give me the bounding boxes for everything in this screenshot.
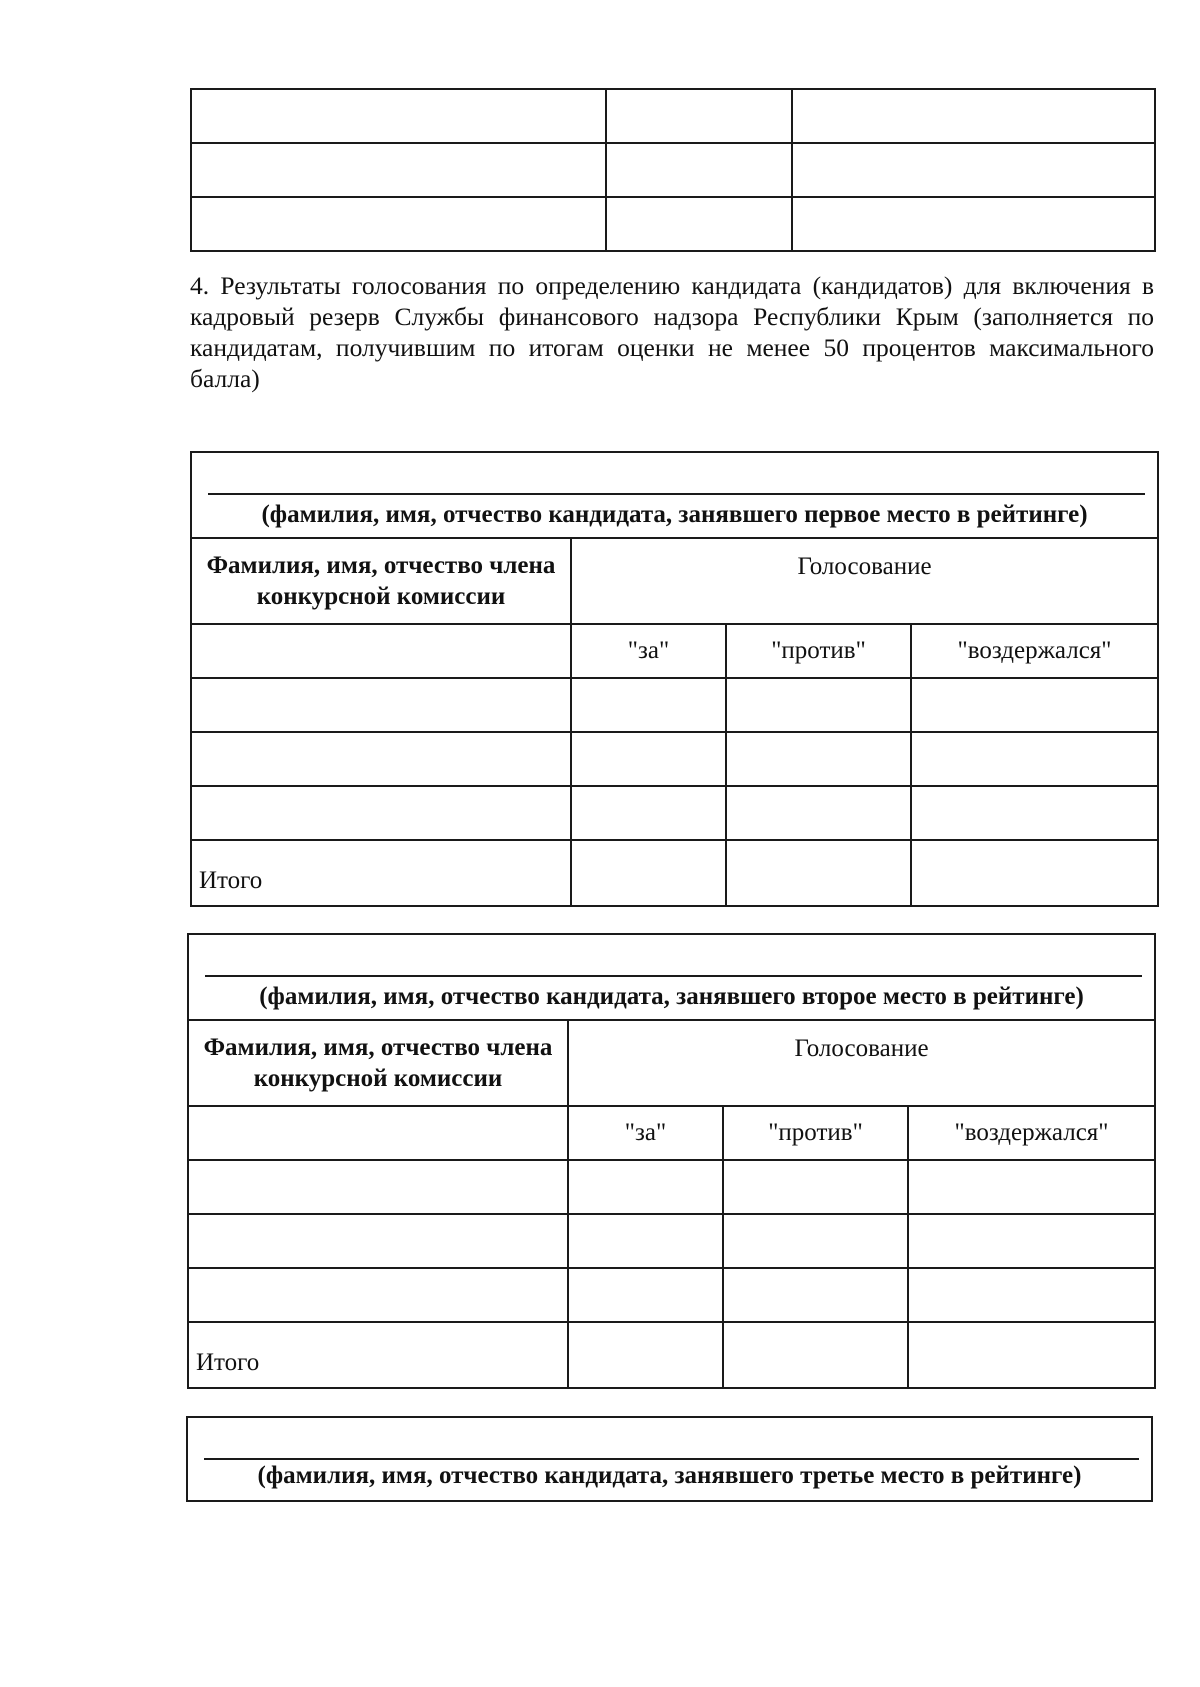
member-header: Фамилия, имя, отчество члена конкурсной комиссии [191,538,571,624]
candidate-name-line [205,975,1142,977]
member-header: Фамилия, имя, отчество члена конкурсной комиссии [188,1020,568,1106]
total-label: Итого [188,1322,568,1388]
table-row [191,678,1158,732]
header-row [191,538,1158,624]
candidate-name-line [204,1458,1139,1460]
total-label: Итого [191,840,571,906]
section-4-paragraph: 4. Результаты голосования по определению кандидата (кандидатов) для включения в кадровый резерв Службы финансового надзора Республики Крым (заполняется по кандидатам, получившим по итогам оценки не менее 50 процентов максимального балла) [190,271,1154,393]
candidate-caption: (фамилия, имя, отчество кандидата, занявшего первое место в рейтинге) [261,501,1088,528]
top-empty-table [190,88,1156,252]
candidate-row [188,934,1155,1020]
voting-table-second-place [187,933,1156,1389]
voting-header: Голосование [568,1020,1155,1106]
option-against: "против" [726,624,911,678]
table-row [191,786,1158,840]
voting-header: Голосование [571,538,1158,624]
option-abstained: "воздержался" [908,1106,1155,1160]
candidate-caption: (фамилия, имя, отчество кандидата, занявшего третье место в рейтинге) [257,1462,1082,1489]
voting-table-first-place [190,451,1159,907]
candidate-row [191,452,1158,538]
total-row [191,840,1158,906]
table-row [188,1214,1155,1268]
options-row [191,624,1158,678]
header-row [188,1020,1155,1106]
table-row [191,89,1155,143]
table-row [191,732,1158,786]
option-abstained: "воздержался" [911,624,1158,678]
table-row [191,143,1155,197]
option-for: "за" [571,624,726,678]
candidate-caption: (фамилия, имя, отчество кандидата, занявшего второе место в рейтинге) [259,983,1084,1010]
option-for: "за" [568,1106,723,1160]
candidate-name-line [208,493,1145,495]
table-row [188,1160,1155,1214]
table-row [191,197,1155,251]
option-against: "против" [723,1106,908,1160]
table-row [188,1268,1155,1322]
total-row [188,1322,1155,1388]
options-row [188,1106,1155,1160]
third-candidate-box [186,1416,1153,1502]
